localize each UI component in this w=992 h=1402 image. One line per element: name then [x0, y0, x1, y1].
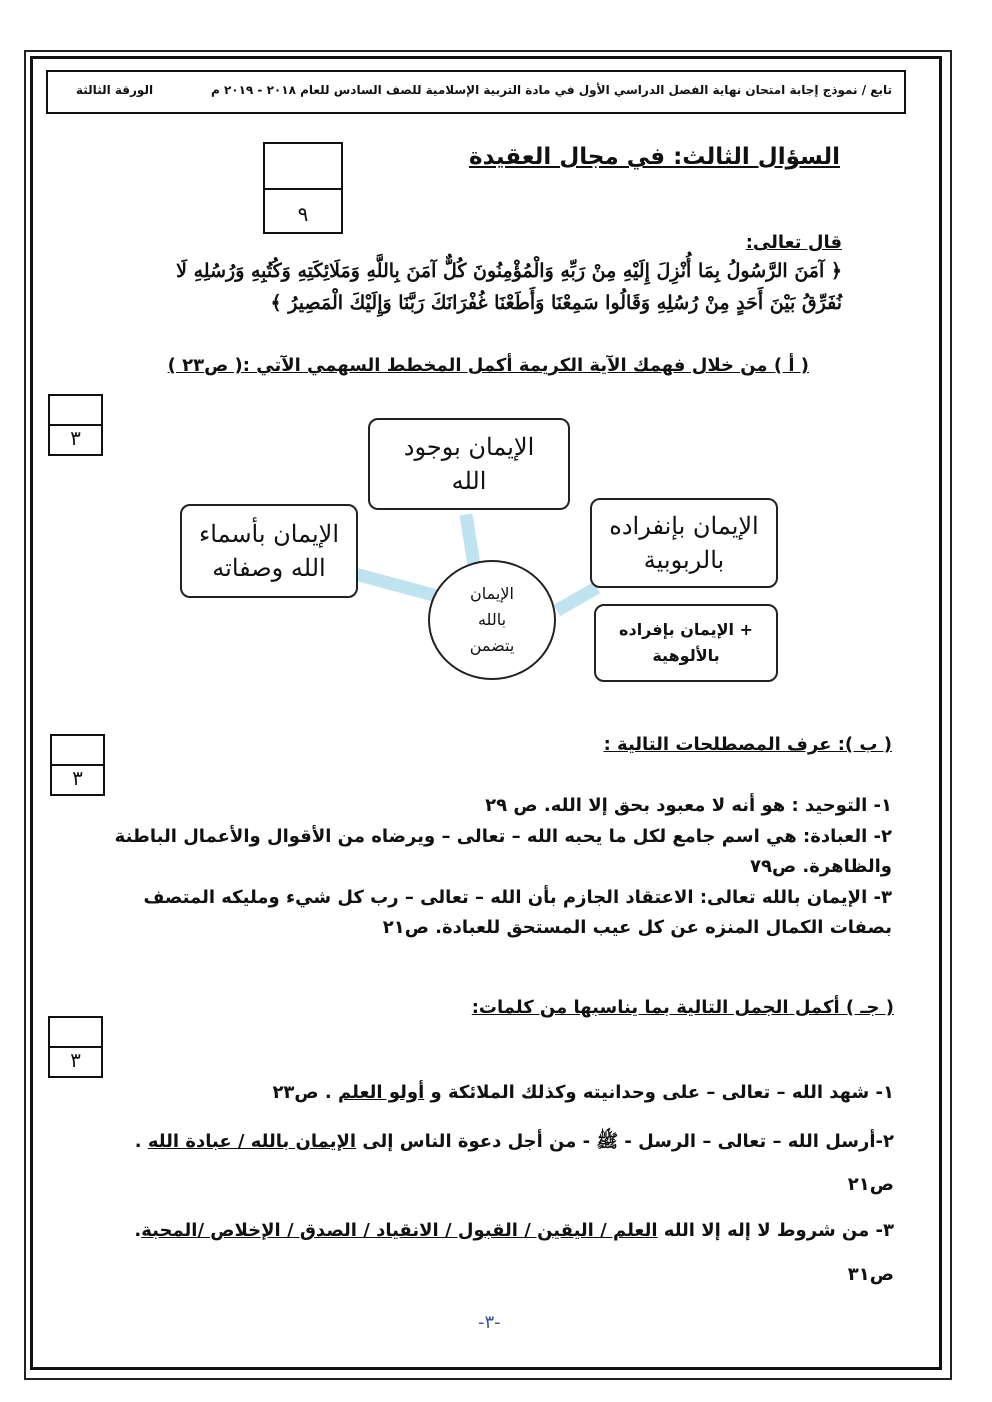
- verse-line-1: ﴿ آمَنَ الرَّسُولُ بِمَا أُنْزِلَ إِلَيْهِ مِنْ رَبِّهِ وَالْمُؤْمِنُونَ كُلٌّ آمَنَ بِاللَّهِ وَمَلَائِكَتِهِ وَكُتُبِهِ وَرُسُلِهِ لَا: [176, 260, 842, 282]
- part-c-title: ( جـ ) أكمل الجمل التالية بما يناسبها من كلمات:: [471, 997, 894, 1018]
- verse-intro: قال تعالى:: [745, 232, 842, 253]
- part-c-item-1-text: ١- شهد الله – تعالى – على وحدانيته وكذلك الملائكة و: [424, 1082, 894, 1103]
- part-c-item-3-ref: ص٣١: [847, 1264, 894, 1285]
- part-c-item-3-text: ٣- من شروط لا إله إلا الله: [657, 1220, 894, 1241]
- header-sheet-label: الورقة الثالثة: [76, 83, 154, 97]
- part-b-item-2-line-1: ٢- العبادة: هي اسم جامع لكل ما يحبه الله – تعالى – ويرضاه من الأقوال والأعمال الباطنة: [114, 826, 892, 847]
- part-c-item-1-answer: أولو العلم: [338, 1082, 425, 1103]
- part-c-item-2-text: ٢-أرسل الله – تعالى – الرسل - ﷺ - من أجل دعوة الناس إلى: [356, 1131, 894, 1152]
- diagram-box-left: [180, 504, 358, 598]
- part-c-item-2-answer: الإيمان بالله / عبادة الله: [147, 1131, 357, 1152]
- center-label: الإيمان بالله يتضمن: [469, 584, 515, 655]
- total-score-box: [263, 142, 343, 234]
- page-number: -٣-: [478, 1312, 501, 1333]
- box-right-line-1: الإيمان بإنفراده: [609, 512, 759, 540]
- box-right-line-2: بالربوبية: [643, 546, 725, 574]
- part-c-item-3: [134, 1220, 894, 1241]
- page-header: [46, 70, 906, 114]
- diagram-box-top: [368, 418, 570, 510]
- part-b-item-2-line-2: والظاهرة. ص٧٩: [749, 856, 892, 877]
- part-c-item-2-end: .: [134, 1131, 148, 1152]
- box-top-line-2: الله: [451, 467, 487, 495]
- diagram-box-bottom: [594, 604, 778, 682]
- box-top-line-1: الإيمان بوجود: [403, 433, 535, 461]
- part-c-item-3-end: .: [134, 1220, 142, 1241]
- verse-line-2: نُفَرِّقُ بَيْنَ أَحَدٍ مِنْ رُسُلِهِ وَقَالُوا سَمِعْنَا وَأَطَعْنَا غُفْرَانَكَ رَبَّنَا وَإِلَيْكَ الْمَصِيرُ ﴾: [270, 292, 842, 314]
- total-score-value: ٩: [297, 202, 309, 226]
- part-c-item-2-ref: ص٢١: [847, 1174, 894, 1195]
- part-a-title: ( أ ) من خلال فهمك الآية الكريمة أكمل المخطط السهمي الآتي :( ص٢٣ ): [167, 355, 809, 376]
- part-c-item-1-ref: . ص٢٣: [272, 1082, 339, 1103]
- page-frame-inner: [30, 56, 942, 1370]
- part-b-score-box: [50, 734, 105, 796]
- part-c-score-value: ٣: [70, 1048, 81, 1072]
- part-c-item-1: [272, 1082, 894, 1103]
- part-b-item-3-line-2: بصفات الكمال المنزه عن كل عيب المستحق للعبادة. ص٢١: [382, 917, 892, 938]
- question-title: السؤال الثالث: في مجال العقيدة: [469, 144, 840, 170]
- box-left-line-1: الإيمان بأسماء: [198, 520, 340, 548]
- part-c-score-box: [48, 1016, 103, 1078]
- part-c-item-3-answer: العلم / اليقين / القبول / الانقياد / الصدق / الإخلاص /المحبة: [141, 1220, 658, 1241]
- part-c-item-2: [135, 1130, 894, 1156]
- box-bottom-line-2: بالألوهية: [652, 646, 720, 665]
- part-b-title: ( ب ): عرف المصطلحات التالية :: [603, 734, 892, 755]
- diagram-box-right: [590, 498, 778, 588]
- header-title: تابع / نموذج إجابة امتحان نهاية الفصل الدراسي الأول في مادة التربية الإسلامية للصف السادس للعام ٢٠١٨ - ٢٠١٩ م: [210, 83, 892, 97]
- part-a-score-box: [48, 394, 103, 456]
- part-b-score-value: ٣: [72, 766, 83, 790]
- part-b-item-1: ١- التوحيد : هو أنه لا معبود بحق إلا الله. ص ٢٩: [485, 795, 892, 816]
- part-a-score-value: ٣: [70, 426, 81, 450]
- part-b-item-3-line-1: ٣- الإيمان بالله تعالى: الاعتقاد الجازم بأن الله – تعالى – رب كل شيء ومليكه المتصف: [143, 887, 892, 908]
- diagram-center-circle: [428, 560, 556, 680]
- box-bottom-line-1: + الإيمان بإفراده: [619, 620, 753, 639]
- box-left-line-2: الله وصفاته: [212, 554, 326, 582]
